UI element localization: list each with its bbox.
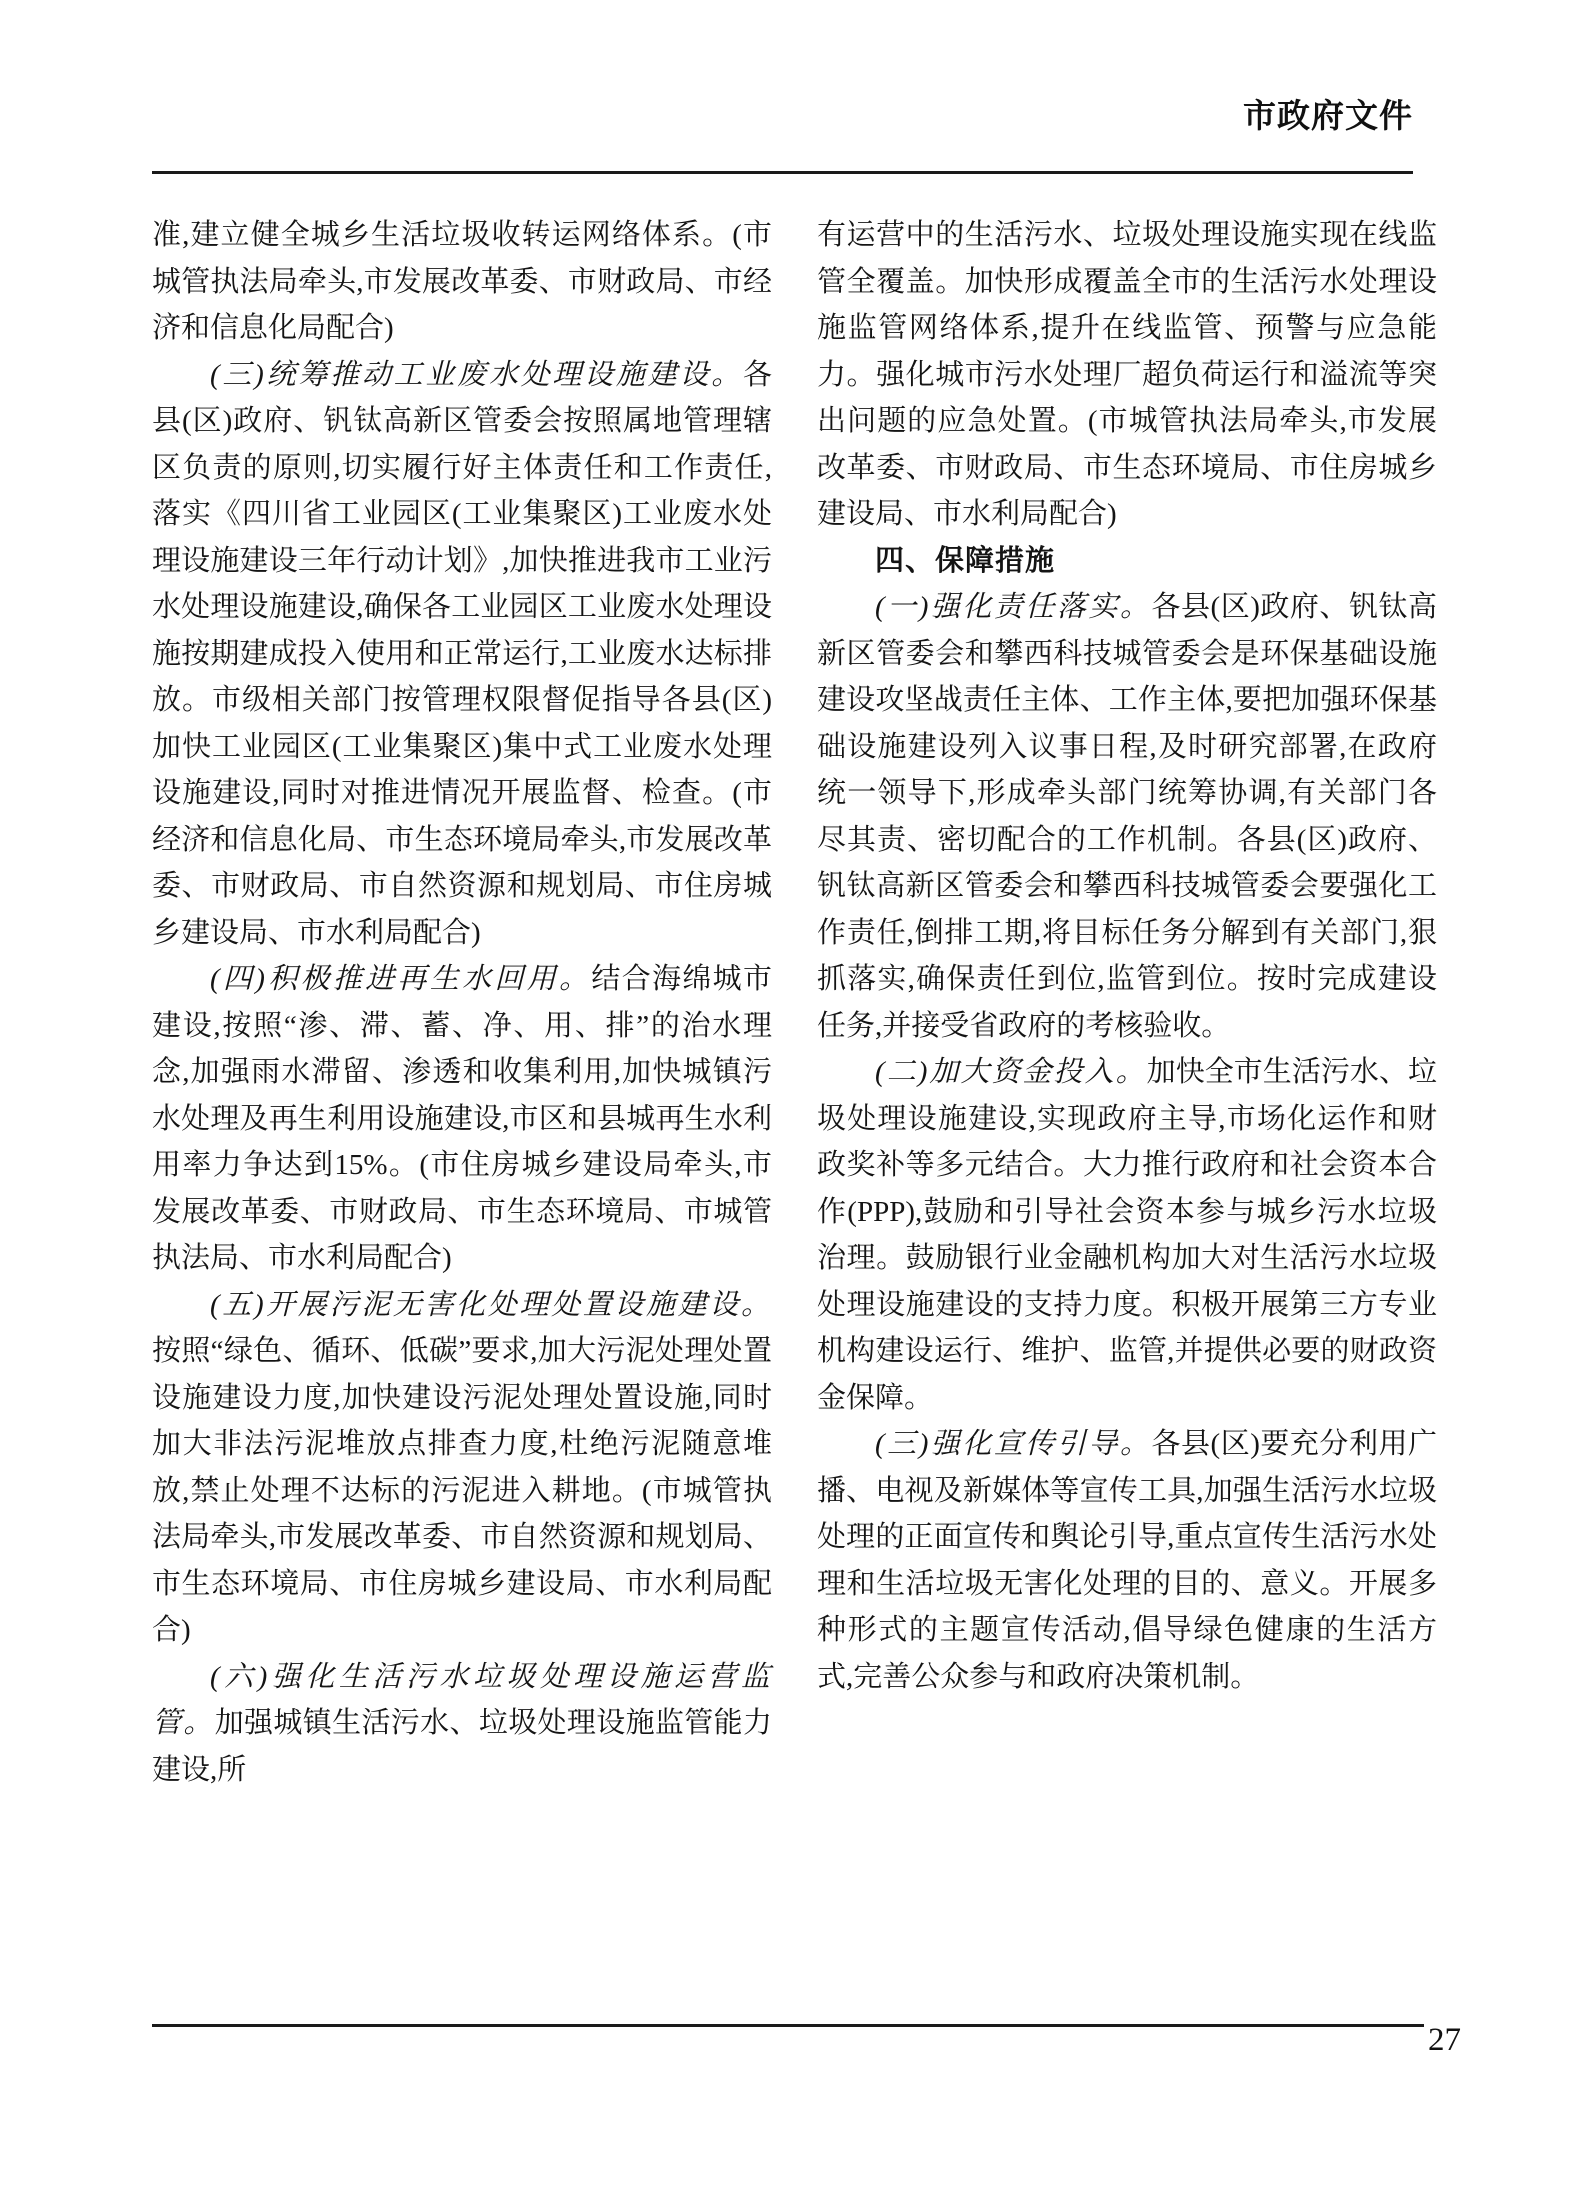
- item-title: (三)统筹推动工业废水处理设施建设。: [210, 358, 743, 391]
- item-title: (六)强化生活污水垃圾处理设施运营监管。: [152, 1660, 772, 1739]
- paragraph: [817, 1049, 1437, 1421]
- body-text: 各县(区)政府、钒钛高新区管委会和攀西科技城管委会是环保基础设施建设攻坚战责任主体、工作主体,要把加强环保基础设施建设列入议事日程,及时研究部署,在政府统一领导下,形成牵头部门统筹协调,有关部门各尽其责、密切配合的工作机制。各县(区)政府、钒钛高新区管委会和攀西科技城管委会要强化工作责任,倒排工期,将目标任务分解到有关部门,狠抓落实,确保责任到位,监管到位。按时完成建设任务,并接受省政府的考核验收。: [817, 591, 1437, 1042]
- page-number: 27: [1428, 2022, 1461, 2058]
- paragraph: [152, 352, 772, 957]
- header-rule: [152, 171, 1413, 174]
- item-title: (二)加大资金投入。: [875, 1056, 1147, 1088]
- paragraph: [152, 212, 772, 352]
- body-text: 加快全市生活污水、垃圾处理设施建设,实现政府主导,市场化运作和财政奖补等多元结合。大力推行政府和社会资本合作(PPP),鼓励和引导社会资本参与城乡污水垃圾治理。鼓励银行业金融机构加大对生活污水垃圾处理设施建设的支持力度。积极开展第三方专业机构建设运行、维护、监管,并提供必要的财政资金保障。: [817, 1056, 1437, 1414]
- page-header-title: 市政府文件: [1243, 97, 1413, 134]
- footer-rule: [152, 2024, 1424, 2027]
- paragraph: [152, 1654, 772, 1794]
- document-body: [152, 212, 1437, 1793]
- item-title: (五)开展污泥无害化处理处置设施建设。: [210, 1288, 772, 1321]
- paragraph: [152, 1282, 772, 1654]
- body-text: 各县(区)要充分利用广播、电视及新媒体等宣传工具,加强生活污水垃圾处理的正面宣传和舆论引导,重点宣传生活污水处理和生活垃圾无害化处理的目的、意义。开展多种形式的主题宣传活动,倡导绿色健康的生活方式,完善公众参与和政府决策机制。: [817, 1428, 1437, 1693]
- column-right: [817, 212, 1437, 1793]
- body-text: 各县(区)政府、钒钛高新区管委会按照属地管理辖区负责的原则,切实履行好主体责任和工作责任,落实《四川省工业园区(工业集聚区)工业废水处理设施建设三年行动计划》,加快推进我市工业污水处理设施建设,确保各工业园区工业废水处理设施按期建成投入使用和正常运行,工业废水达标排放。市级相关部门按管理权限督促指导各县(区)加快工业园区(工业集聚区)集中式工业废水处理设施建设,同时对推进情况开展监督、检查。(市经济和信息化局、市生态环境局牵头,市发展改革委、市财政局、市自然资源和规划局、市住房城乡建设局、市水利局配合): [152, 358, 772, 949]
- item-title: (三)强化宣传引导。: [875, 1428, 1152, 1460]
- body-text: 加强城镇生活污水、垃圾处理设施监管能力建设,所: [152, 1707, 772, 1786]
- column-left: [152, 212, 772, 1793]
- paragraph: [152, 956, 772, 1282]
- body-text: 按照“绿色、循环、低碳”要求,加大污泥处理处置设施建设力度,加快建设污泥处理处置设施,同时加大非法污泥堆放点排查力度,杜绝污泥随意堆放,禁止处理不达标的污泥进入耕地。(市城管执法局牵头,市发展改革委、市自然资源和规划局、市生态环境局、市住房城乡建设局、市水利局配合): [152, 1335, 772, 1646]
- paragraph: [817, 538, 1437, 585]
- paragraph: [817, 1421, 1437, 1700]
- paragraph: [817, 584, 1437, 1049]
- item-title: (四)积极推进再生水回用。: [210, 963, 592, 995]
- paragraph: [817, 212, 1437, 538]
- body-text: 结合海绵城市建设,按照“渗、滞、蓄、净、用、排”的治水理念,加强雨水滞留、渗透和收集利用,加快城镇污水处理及再生利用设施建设,市区和县城再生水利用率力争达到15%。(市住房城乡建设局牵头,市发展改革委、市财政局、市生态环境局、市城管执法局、市水利局配合): [152, 963, 772, 1274]
- body-text: 准,建立健全城乡生活垃圾收转运网络体系。(市城管执法局牵头,市发展改革委、市财政局、市经济和信息化局配合): [152, 219, 772, 344]
- section-heading: 四、保障措施: [875, 544, 1056, 577]
- body-text: 有运营中的生活污水、垃圾处理设施实现在线监管全覆盖。加快形成覆盖全市的生活污水处理设施监管网络体系,提升在线监管、预警与应急能力。强化城市污水处理厂超负荷运行和溢流等突出问题的应急处置。(市城管执法局牵头,市发展改革委、市财政局、市生态环境局、市住房城乡建设局、市水利局配合): [817, 219, 1437, 530]
- item-title: (一)强化责任落实。: [875, 591, 1152, 623]
